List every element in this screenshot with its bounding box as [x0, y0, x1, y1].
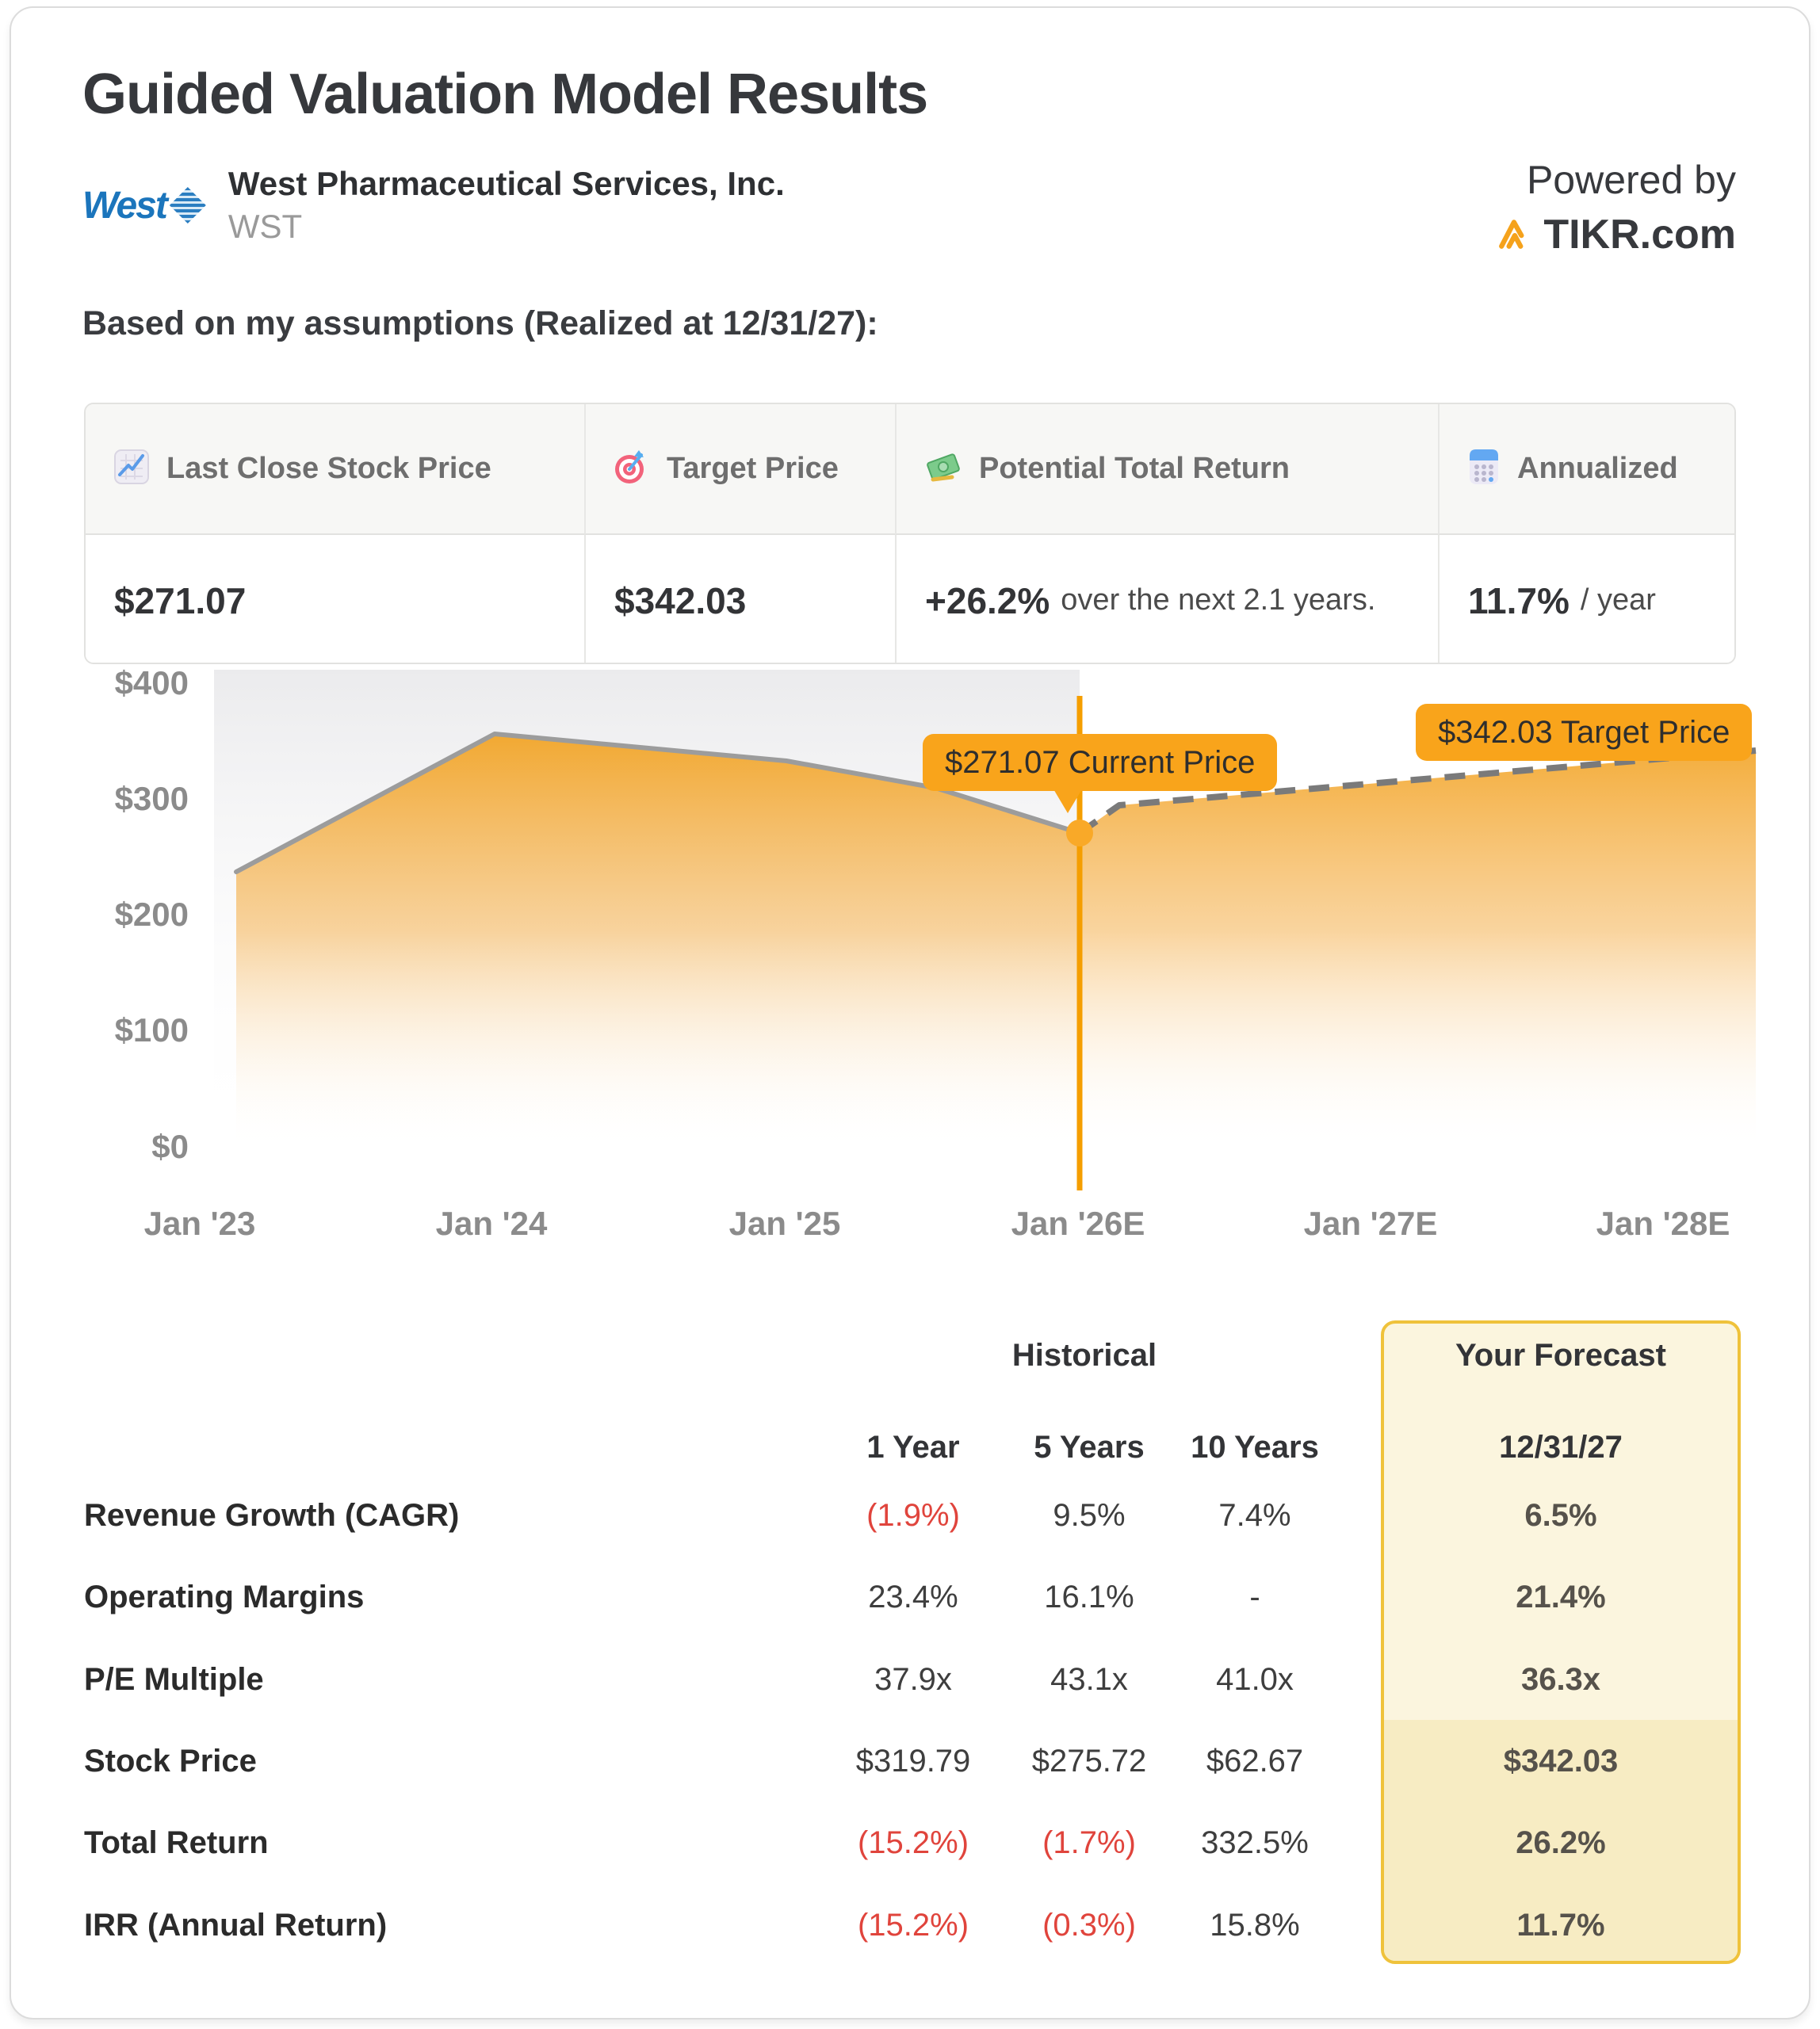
table-cell: - — [1249, 1580, 1260, 1614]
x-tick-jan25: Jan '25 — [728, 1205, 841, 1242]
summary-header-target-price: Target Price — [584, 404, 895, 535]
total-return-value: +26.2% over the next 2.1 years. — [895, 535, 1438, 664]
row-label-irr: IRR (Annual Return) — [84, 1908, 388, 1943]
table-cell: $62.67 — [1206, 1744, 1304, 1779]
table-cell: $319.79 — [855, 1744, 971, 1779]
col-header-1-year: 1 Year — [866, 1430, 960, 1465]
assumptions-heading: Based on my assumptions (Realized at 12/31/27): — [82, 304, 878, 342]
col-header-forecast-date: 12/31/27 — [1499, 1430, 1623, 1465]
col-header-5-years: 5 Years — [1034, 1430, 1145, 1465]
powered-by-label: Powered by — [1526, 158, 1736, 202]
table-cell: 332.5% — [1201, 1825, 1309, 1860]
annualized-value: 11.7% / year — [1438, 535, 1736, 664]
table-cell: 43.1x — [1050, 1662, 1128, 1697]
table-cell: 7.4% — [1218, 1498, 1291, 1533]
summary-header-total-return: Potential Total Return — [895, 404, 1438, 535]
y-tick-200: $200 — [114, 896, 189, 933]
forecast-section-header: Your Forecast — [1455, 1338, 1666, 1373]
y-tick-300: $300 — [114, 780, 189, 817]
west-logo-text: West — [82, 184, 166, 227]
table-cell: 41.0x — [1216, 1662, 1294, 1697]
row-label-operating-margins: Operating Margins — [84, 1580, 365, 1614]
company-name: West Pharmaceutical Services, Inc. — [228, 165, 785, 202]
x-tick-jan28e: Jan '28E — [1596, 1205, 1730, 1242]
x-tick-jan27e: Jan '27E — [1303, 1205, 1438, 1242]
y-tick-400: $400 — [114, 664, 189, 701]
col-header-10-years: 10 Years — [1191, 1430, 1319, 1465]
row-label-total-return: Total Return — [84, 1825, 269, 1860]
x-tick-jan24: Jan '24 — [435, 1205, 548, 1242]
x-tick-jan26e: Jan '26E — [1011, 1205, 1145, 1242]
table-cell: 9.5% — [1053, 1498, 1126, 1533]
table-cell-forecast: 11.7% — [1516, 1908, 1605, 1943]
table-cell: 15.8% — [1210, 1908, 1300, 1943]
row-label-pe-multiple: P/E Multiple — [84, 1662, 264, 1697]
y-tick-0: $0 — [151, 1128, 189, 1165]
page-title: Guided Valuation Model Results — [82, 63, 928, 126]
target-price-value: $342.03 — [584, 535, 895, 664]
historical-section-header: Historical — [1011, 1338, 1157, 1373]
table-cell: 37.9x — [874, 1662, 952, 1697]
table-cell: (15.2%) — [857, 1825, 969, 1860]
current-price-dot — [1066, 820, 1093, 846]
table-cell-forecast: 36.3x — [1520, 1662, 1601, 1697]
table-cell: 16.1% — [1044, 1580, 1134, 1614]
table-cell-forecast: $342.03 — [1503, 1744, 1619, 1779]
last-close-value: $271.07 — [86, 535, 584, 664]
table-cell: (1.7%) — [1042, 1825, 1136, 1860]
table-cell: $275.72 — [1031, 1744, 1147, 1779]
tikr-brand-link[interactable]: TIKR.com — [1543, 212, 1736, 258]
company-ticker: WST — [228, 208, 303, 245]
table-cell-forecast: 21.4% — [1516, 1580, 1606, 1614]
badge-pointer — [1053, 788, 1083, 813]
y-tick-100: $100 — [114, 1011, 189, 1049]
row-label-revenue-growth: Revenue Growth (CAGR) — [84, 1498, 460, 1533]
row-label-stock-price: Stock Price — [84, 1744, 257, 1779]
table-cell: (1.9%) — [866, 1498, 960, 1533]
table-cell-forecast: 6.5% — [1524, 1498, 1597, 1533]
table-cell: 23.4% — [868, 1580, 958, 1614]
table-cell-forecast: 26.2% — [1516, 1825, 1606, 1860]
x-tick-jan23: Jan '23 — [143, 1205, 256, 1242]
table-cell: (0.3%) — [1042, 1908, 1136, 1943]
target-price-badge: $342.03 Target Price — [1416, 704, 1752, 761]
summary-header-last-close: Last Close Stock Price — [86, 404, 584, 535]
summary-header-annualized: Annualized — [1438, 404, 1736, 535]
table-cell: (15.2%) — [857, 1908, 969, 1943]
current-price-badge: $271.07 Current Price — [923, 734, 1277, 791]
